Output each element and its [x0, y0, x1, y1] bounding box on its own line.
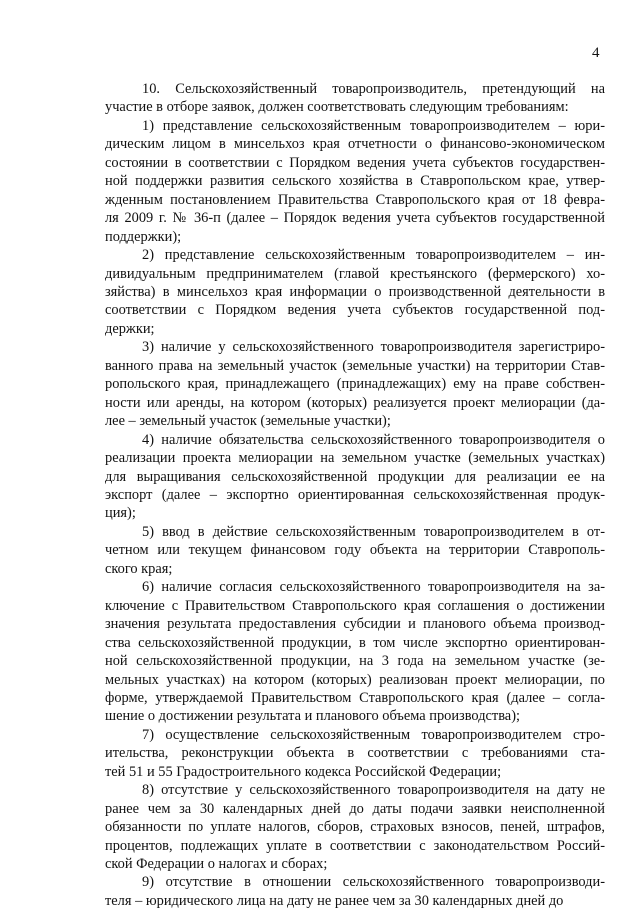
paragraph: [105, 431, 605, 523]
text-line: ванного права на земельный участок (земельные участки) на территории Став-: [105, 357, 605, 374]
text-line: держки;: [105, 320, 155, 337]
paragraph: [105, 117, 605, 246]
text-line: 6) наличие согласия сельскохозяйственного товаропроизводителя на за-: [142, 579, 605, 596]
text-line: ского края;: [105, 560, 173, 577]
text-line: четном или текущем финансовом году объекта на территории Ставрополь-: [105, 542, 605, 559]
text-line: ция);: [105, 505, 136, 522]
text-line: 7) осуществление сельскохозяйственным товаропроизводителем стро-: [142, 726, 605, 743]
text-line: ности или аренды, на котором (которых) реализуется проект мелиорации (да-: [105, 394, 605, 411]
text-line: теля – юридического лица на дату не ранее чем за 30 календарных дней до: [105, 892, 564, 909]
text-line: 9) отсутствие в отношении сельскохозяйственного товаропроизводи-: [142, 874, 605, 891]
text-line: 3) наличие у сельскохозяйственного товаропроизводителя зарегистриро-: [142, 339, 605, 356]
text-line: тей 51 и 55 Градостроительного кодекса Российской Федерации;: [105, 763, 502, 780]
paragraph: [105, 338, 605, 430]
text-line: жденным постановлением Правительства Ставропольского края от 18 февра-: [105, 191, 605, 208]
text-line: лее – земельный участок (земельные участки);: [105, 413, 391, 430]
text-line: 10. Сельскохозяйственный товаропроизводитель, претендующий на: [142, 81, 605, 97]
text-line: ключение с Правительством Ставропольского края соглашения о достижении: [105, 597, 605, 614]
paragraph: [105, 246, 605, 338]
paragraph: [105, 781, 605, 873]
paragraph: [105, 523, 605, 578]
text-line: поддержки);: [105, 228, 182, 245]
text-line: шение о достижении результата и планового объема производства);: [105, 708, 520, 725]
text-line: экспорт (далее – экспортно ориентированная сельскохозяйственная продук-: [105, 486, 605, 503]
text-line: ской Федерации о налогах и сборах;: [105, 856, 328, 873]
text-line: состоянии в соответствии с Порядком ведения учета субъектов государствен-: [105, 154, 605, 171]
text-line: обязанности по уплате налогов, сборов, страховых взносов, пеней, штрафов,: [105, 819, 605, 836]
text-line: значения результата предоставления субсидии и планового объема производ-: [105, 616, 605, 633]
text-line: соответствии с Порядком ведения учета субъектов государственной под-: [105, 302, 605, 319]
text-line: дивидуальным предпринимателем (главой крестьянского (фермерского) хо-: [105, 265, 605, 282]
text-line: участие в отборе заявок, должен соответствовать следующим требованиям:: [105, 99, 569, 116]
text-line: ранее чем за 30 календарных дней до даты подачи заявки неисполненной: [105, 800, 605, 817]
text-line: 1) представление сельскохозяйственным товаропроизводителем – юри-: [142, 117, 605, 134]
text-line: ительства, реконструкции объекта в соответствии с требованиями ста-: [105, 745, 605, 762]
text-line: ства сельскохозяйственной продукции, в том числе экспортно ориентирован-: [105, 634, 605, 651]
text-line: 2) представление сельскохозяйственным товаропроизводителем – ин-: [142, 247, 605, 264]
text-line: ля 2009 г. № 36-п (далее – Порядок ведения учета субъектов государственной: [105, 210, 605, 227]
text-line: для выращивания сельскохозяйственной продукции для реализации ее на: [105, 468, 605, 485]
text-line: 5) ввод в действие сельскохозяйственным товаропроизводителем в от-: [142, 523, 605, 540]
text-line: ной поддержки развития сельского хозяйства в Ставропольском крае, утвер-: [105, 173, 605, 190]
text-line: 8) отсутствие у сельскохозяйственного товаропроизводителя на дату не: [142, 782, 605, 799]
text-line: ной сельскохозяйственной продукции, на 3 года на земельном участке (зе-: [105, 653, 605, 670]
paragraph: [105, 578, 605, 726]
text-line: мельных участках) на котором (которых) реализован проект мелиорации, по: [105, 671, 605, 688]
document-body: [105, 80, 605, 910]
text-line: 4) наличие обязательства сельскохозяйственного товаропроизводителя о: [142, 431, 605, 448]
text-line: дическим лицом в минсельхоз края отчетности о финансово-экономическом: [105, 136, 605, 153]
text-line: ропольского края, принадлежащего (принадлежащих) ему на праве собствен-: [105, 376, 605, 393]
text-line: реализации проекта мелиорации на земельном участке (земельных участках): [105, 450, 605, 467]
page-number: 4: [592, 45, 600, 61]
text-line: процентов, подлежащих уплате в соответствии с законодательством Россий-: [105, 837, 605, 854]
text-line: форме, утверждаемой Правительством Ставропольского края (далее – согла-: [105, 689, 605, 706]
paragraph: [105, 80, 605, 117]
text-line: зяйства) в минсельхоз края информации о производственной деятельности в: [105, 283, 605, 300]
paragraph: [105, 726, 605, 781]
